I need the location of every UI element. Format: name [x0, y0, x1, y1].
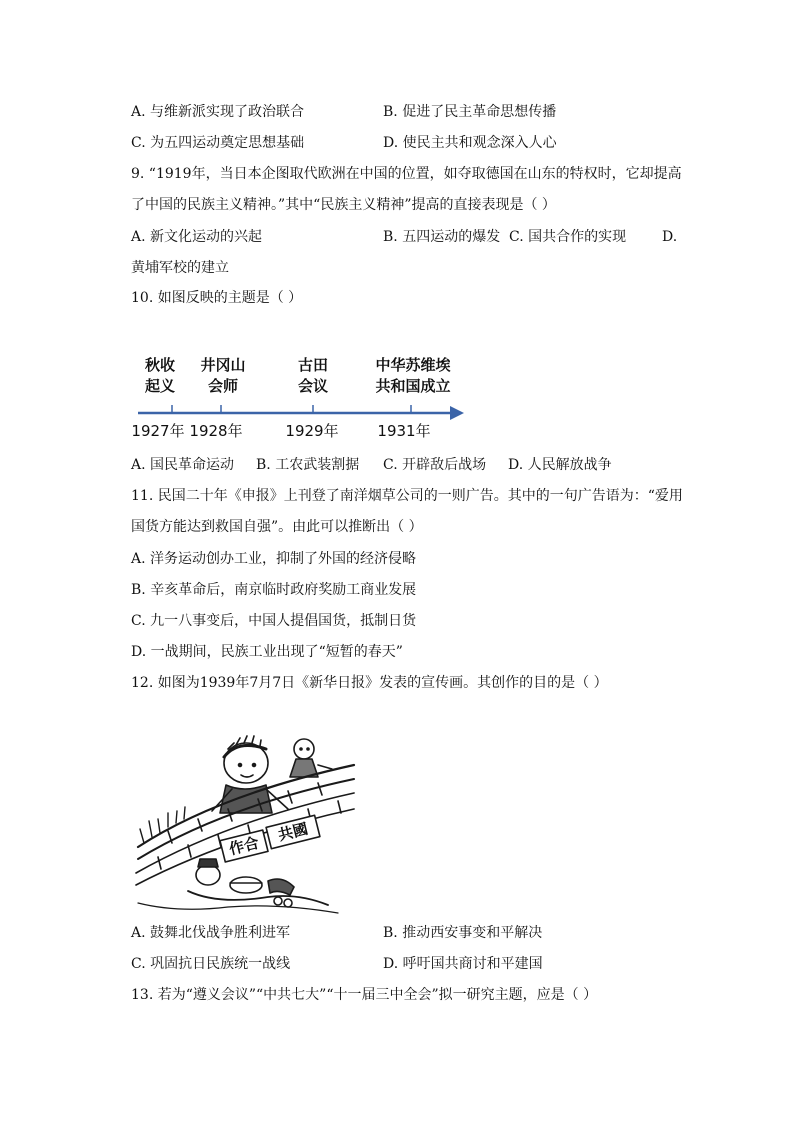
q8-option-c: C. 为五四运动奠定思想基础 [131, 135, 305, 151]
q9-stem-line2: 了中国的民族主义精神。”其中“民族主义精神”提高的直接表现是（ ） [131, 197, 556, 213]
q13-stem: 13. 若为“遵义会议”“中共七大”“十一届三中全会”拟一研究主题，应是（ ） [131, 987, 598, 1003]
timeline-event-label: 会议 [297, 377, 329, 395]
cartoon-wall-text: 共國 [276, 819, 310, 845]
timeline-year: 1929年 [285, 422, 339, 440]
cartoon-figure-soldier [212, 736, 288, 813]
q9-option-d-letter: D. [662, 229, 678, 245]
q10-timeline-figure [128, 348, 473, 448]
timeline-event-label: 共和国成立 [375, 377, 451, 395]
timeline-event-label: 井冈山 [200, 356, 246, 374]
q12-propaganda-cartoon [128, 735, 360, 915]
q11-option-b: B. 辛亥革命后，南京临时政府奖励工商业发展 [131, 582, 417, 598]
q12-option-d: D. 呼吁国共商讨和平建国 [383, 956, 543, 972]
q10-option-c: C. 开辟敌后战场 [383, 457, 487, 473]
q11-option-a: A. 洋务运动创办工业，抑制了外国的经济侵略 [131, 551, 417, 567]
cartoon-enemy-figures [188, 859, 328, 907]
q12-option-b: B. 推动西安事变和平解决 [383, 925, 543, 941]
q8-option-d: D. 使民主共和观念深入人心 [383, 135, 557, 151]
timeline-year: 1927年 [131, 422, 185, 440]
q9-option-c: C. 国共合作的实现 [509, 229, 627, 245]
timeline-year: 1928年 [189, 422, 243, 440]
timeline-arrowhead [450, 406, 464, 420]
q9-option-b: B. 五四运动的爆发 [383, 229, 501, 245]
q9-option-a: A. 新文化运动的兴起 [131, 229, 263, 245]
q10-option-b: B. 工农武装割据 [256, 457, 360, 473]
timeline-event-label: 起义 [144, 377, 176, 395]
q12-option-c: C. 巩固抗日民族统一战线 [131, 956, 291, 972]
timeline-year: 1931年 [377, 422, 431, 440]
q11-stem-line1: 11. 民国二十年《申报》上刊登了南洋烟草公司的一则广告。其中的一句广告语为：“爱用 [131, 488, 683, 504]
q11-stem-line2: 国货方能达到救国自强”。由此可以推断出（ ） [131, 519, 423, 535]
q10-option-d: D. 人民解放战争 [508, 457, 612, 473]
q9-option-d-text: 黄埔军校的建立 [131, 260, 229, 276]
q9-stem-line1: 9. “1919年，当日本企图取代欧洲在中国的位置，如夺取德国在山东的特权时，它却提高 [131, 166, 682, 182]
timeline-event-label: 中华苏维埃 [375, 356, 451, 374]
q11-option-c: C. 九一八事变后，中国人提倡国货，抵制日货 [131, 613, 417, 629]
q12-stem: 12. 如图为1939年7月7日《新华日报》发表的宣传画。其创作的目的是（ ） [131, 675, 608, 691]
q10-stem: 10. 如图反映的主题是（ ） [131, 290, 303, 306]
q10-option-a: A. 国民革命运动 [131, 457, 235, 473]
cartoon-wall-text: 作合 [227, 833, 261, 859]
timeline-event-label: 会师 [207, 377, 239, 395]
q12-option-a: A. 鼓舞北伐战争胜利进军 [131, 925, 291, 941]
timeline-event-label: 秋收 [144, 356, 176, 374]
timeline-event-label: 古田 [297, 356, 329, 374]
q8-option-a: A. 与维新派实现了政治联合 [131, 104, 305, 120]
q8-option-b: B. 促进了民主革命思想传播 [383, 104, 557, 120]
q11-option-d: D. 一战期间，民族工业出现了“短暂的春天” [131, 644, 403, 660]
